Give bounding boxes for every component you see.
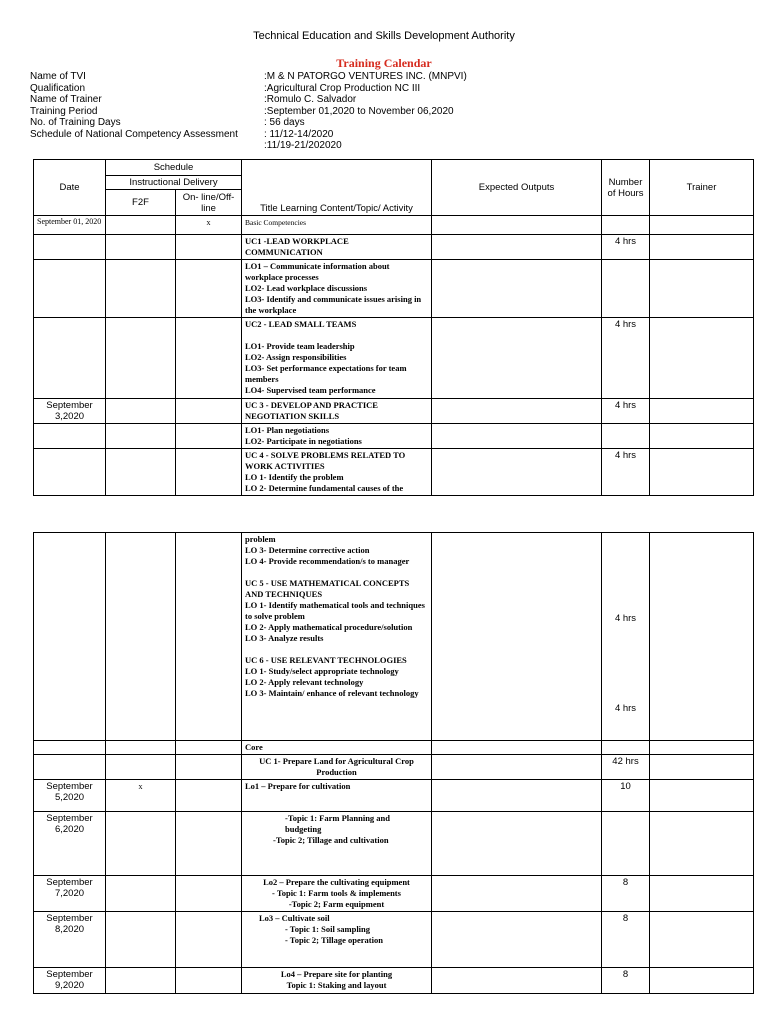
hours-uc6: 4 hrs xyxy=(614,703,637,714)
table-row: UC 1- Prepare Land for Agricultural Crop Production 42 hrs xyxy=(34,755,754,780)
table-row: September 7,2020 Lo2 – Prepare the cultivating equipment - Topic 1: Farm tools & implements -Topic 2; Farm equipment 8 xyxy=(34,876,754,912)
info-row-tvi: Name of TVI :M & N PATORGO VENTURES INC. (MNPVI) xyxy=(30,71,467,82)
table-row: September 3,2020 UC 3 - DEVELOP AND PRACTICE NEGOTIATION SKILLS 4 hrs xyxy=(34,399,754,424)
table-row: UC 4 - SOLVE PROBLEMS RELATED TO WORK ACTIVITIES LO 1- Identify the problem LO 2- Determine fundamental causes of the 4 hrs xyxy=(34,449,754,496)
header-online: On- line/Off-line xyxy=(176,190,242,216)
table-row: September 9,2020 Lo4 – Prepare site for planting Topic 1: Staking and layout 8 xyxy=(34,968,754,994)
info-row-assessment: Schedule of National Competency Assessment : 11/12-14/2020 xyxy=(30,128,334,140)
table-row: September 6,2020 -Topic 1: Farm Planning and budgeting -Topic 2; Tillage and cultivation xyxy=(34,812,754,876)
header-schedule: Schedule xyxy=(106,160,242,176)
header-title: Title Learning Content/Topic/ Activity xyxy=(242,160,432,216)
calendar-title: Training Calendar xyxy=(336,56,432,70)
table-row: UC2 - LEAD SMALL TEAMS LO1- Provide team leadership LO2- Assign responsibilities LO3- Set performance expectations for team members LO4- Supervised team performance 4 hrs xyxy=(34,318,754,399)
header-trainer: Trainer xyxy=(650,160,754,216)
training-table-page-1 xyxy=(33,159,754,496)
header-f2f: F2F xyxy=(106,190,176,216)
header-outputs: Expected Outputs xyxy=(432,160,602,216)
header-hours: Number of Hours xyxy=(602,160,650,216)
info-row-period: Training Period :September 01,2020 to November 06,2020 xyxy=(30,105,454,117)
table-row: LO1 – Communicate information about workplace processes LO2- Lead workplace discussions LO3- Identify and communicate issues arising in the workplace xyxy=(34,260,754,318)
header-date: Date xyxy=(34,160,106,216)
training-table-page-2 xyxy=(33,532,754,994)
table-row: problem LO 3- Determine corrective action LO 4- Provide recommendation/s to manager UC 5 - USE MATHEMATICAL CONCEPTS AND TECHNIQUES LO 1- Identify mathematical tools and techniques to solve problem LO 2- Apply mathematical procedure/solution LO 3- Analyze results UC 6 - USE RELEVANT TECHNOLOGIES LO 1- Study/select appropriate technology LO 2- Apply relevant technology LO 3- Maintain/ enhance of relevant technology 4 hrs 4 hrs xyxy=(34,533,754,741)
table-row: UC1 -LEAD WORKPLACE COMMUNICATION 4 hrs xyxy=(34,235,754,260)
table-row: September 8,2020 Lo3 – Cultivate soil - Topic 1: Soil sampling - Topic 2; Tillage operation 8 xyxy=(34,912,754,968)
table-row: September 5,2020 x Lo1 – Prepare for cultivation 10 xyxy=(34,780,754,812)
header-instructional-delivery: Instructional Delivery xyxy=(106,176,242,190)
organization-name: Technical Education and Skills Development Authority xyxy=(253,30,515,42)
table-row: September 01, 2020 x Basic Competencies xyxy=(34,216,754,235)
info-row-trainer: Name of Trainer :Romulo C. Salvador xyxy=(30,94,357,105)
table-row: Core xyxy=(34,741,754,755)
info-row-assessment-2: :11/19-21/202020 xyxy=(264,140,342,151)
table-row: LO1- Plan negotiations LO2- Participate in negotiations xyxy=(34,424,754,449)
info-row-days: No. of Training Days : 56 days xyxy=(30,117,305,128)
info-block xyxy=(30,71,670,152)
info-row-qualification: Qualification :Agricultural Crop Production NC III xyxy=(30,82,421,94)
hours-uc5: 4 hrs xyxy=(614,613,637,624)
